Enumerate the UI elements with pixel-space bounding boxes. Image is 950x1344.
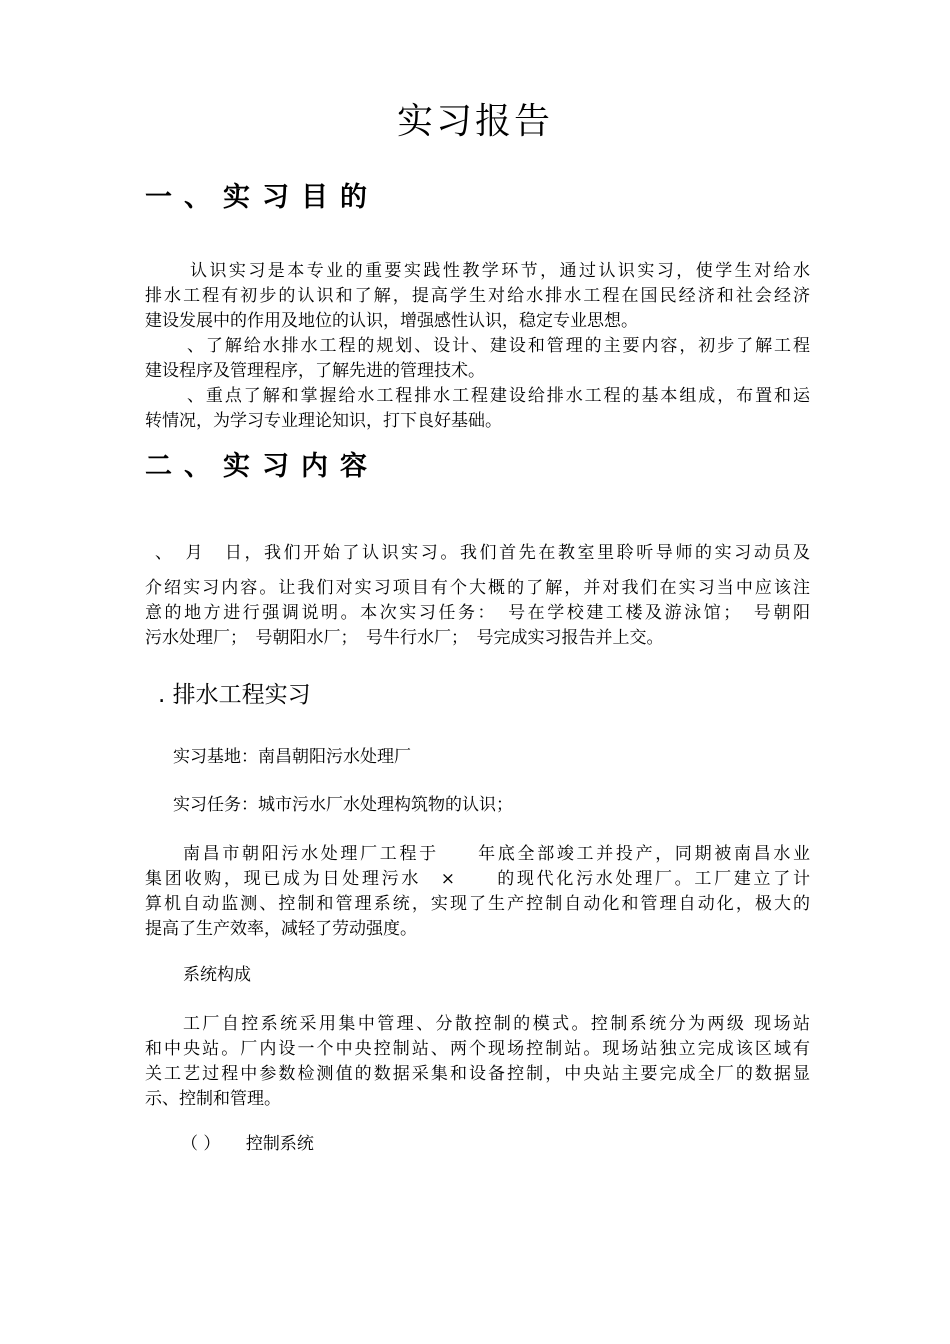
- paragraph-line: 转情况，为学习专业理论知识，打下良好基础。: [145, 411, 502, 431]
- paragraph-line: 关工艺过程中参数检测值的数据采集和设备控制，中央站主要完成全厂的数据显: [145, 1064, 810, 1084]
- paragraph-line: 、了解给水排水工程的规划、设计、建设和管理的主要内容，初步了解工程: [187, 336, 810, 356]
- paragraph-line: 建设程序及管理程序，了解先进的管理技术。: [145, 361, 485, 381]
- paragraph-line: 污水处理厂； 号朝阳水厂； 号牛行水厂； 号完成实习报告并上交。: [145, 628, 664, 648]
- control-system-item: （ ） 控制系统: [181, 1134, 314, 1154]
- paragraph-line: 、重点了解和掌握给水工程排水工程建设给排水工程的基本组成，布置和运: [187, 386, 810, 406]
- paragraph-intro: [145, 576, 810, 651]
- section-heading-purpose: 一、实习目的: [145, 182, 379, 213]
- practice-base: 实习基地：南昌朝阳污水处理厂: [173, 747, 411, 767]
- paragraph-line: 工厂自控系统采用集中管理、分散控制的模式。控制系统分为两级 现场站: [183, 1014, 810, 1034]
- paragraph-line: 认识实习是本专业的重要实践性教学环节，通过认识实习，使学生对给水: [190, 261, 810, 281]
- system-heading: 系统构成: [183, 965, 251, 985]
- paragraph-line: 排水工程有初步的认识和了解，提高学生对给水排水工程在国民经济和社会经济: [145, 286, 810, 306]
- section-heading-content: 二、实习内容: [145, 451, 379, 482]
- paragraph-line: 意的地方进行强调说明。本次实习任务： 号在学校建工楼及游泳馆； 号朝阳: [145, 603, 810, 623]
- paragraph-line: 示、控制和管理。: [145, 1089, 281, 1109]
- paragraph-line: 、 月 日，我们开始了认识实习。我们首先在教室里聆听导师的实习动员及: [155, 543, 810, 563]
- paragraph-purpose: [145, 259, 810, 434]
- paragraph-system: [145, 1012, 810, 1112]
- paragraph-line: 南昌市朝阳污水处理厂工程于 年底全部竣工并投产，同期被南昌水业: [183, 844, 810, 864]
- subsection-heading: . 排水工程实习: [158, 682, 311, 708]
- paragraph-line: 提高了生产效率，减轻了劳动强度。: [145, 919, 417, 939]
- paragraph-line: 介绍实习内容。让我们对实习项目有个大概的了解，并对我们在实习当中应该注: [145, 578, 810, 598]
- paragraph-line: 集团收购，现已成为日处理污水 × 的现代化污水处理厂。工厂建立了计: [145, 869, 810, 889]
- paragraph-line: 算机自动监测、控制和管理系统，实现了生产控制自动化和管理自动化，极大的: [145, 894, 810, 914]
- paragraph-line: 建设发展中的作用及地位的认识，增强感性认识，稳定专业思想。: [145, 311, 638, 331]
- document-title: 实习报告: [396, 101, 553, 142]
- paragraph-line: 和中央站。厂内设一个中央控制站、两个现场控制站。现场站独立完成该区域有: [145, 1039, 810, 1059]
- practice-task: 实习任务：城市污水厂水处理构筑物的认识；: [173, 795, 513, 815]
- intro-first-line-wrap: [155, 541, 810, 566]
- paragraph-plant-description: [145, 842, 810, 942]
